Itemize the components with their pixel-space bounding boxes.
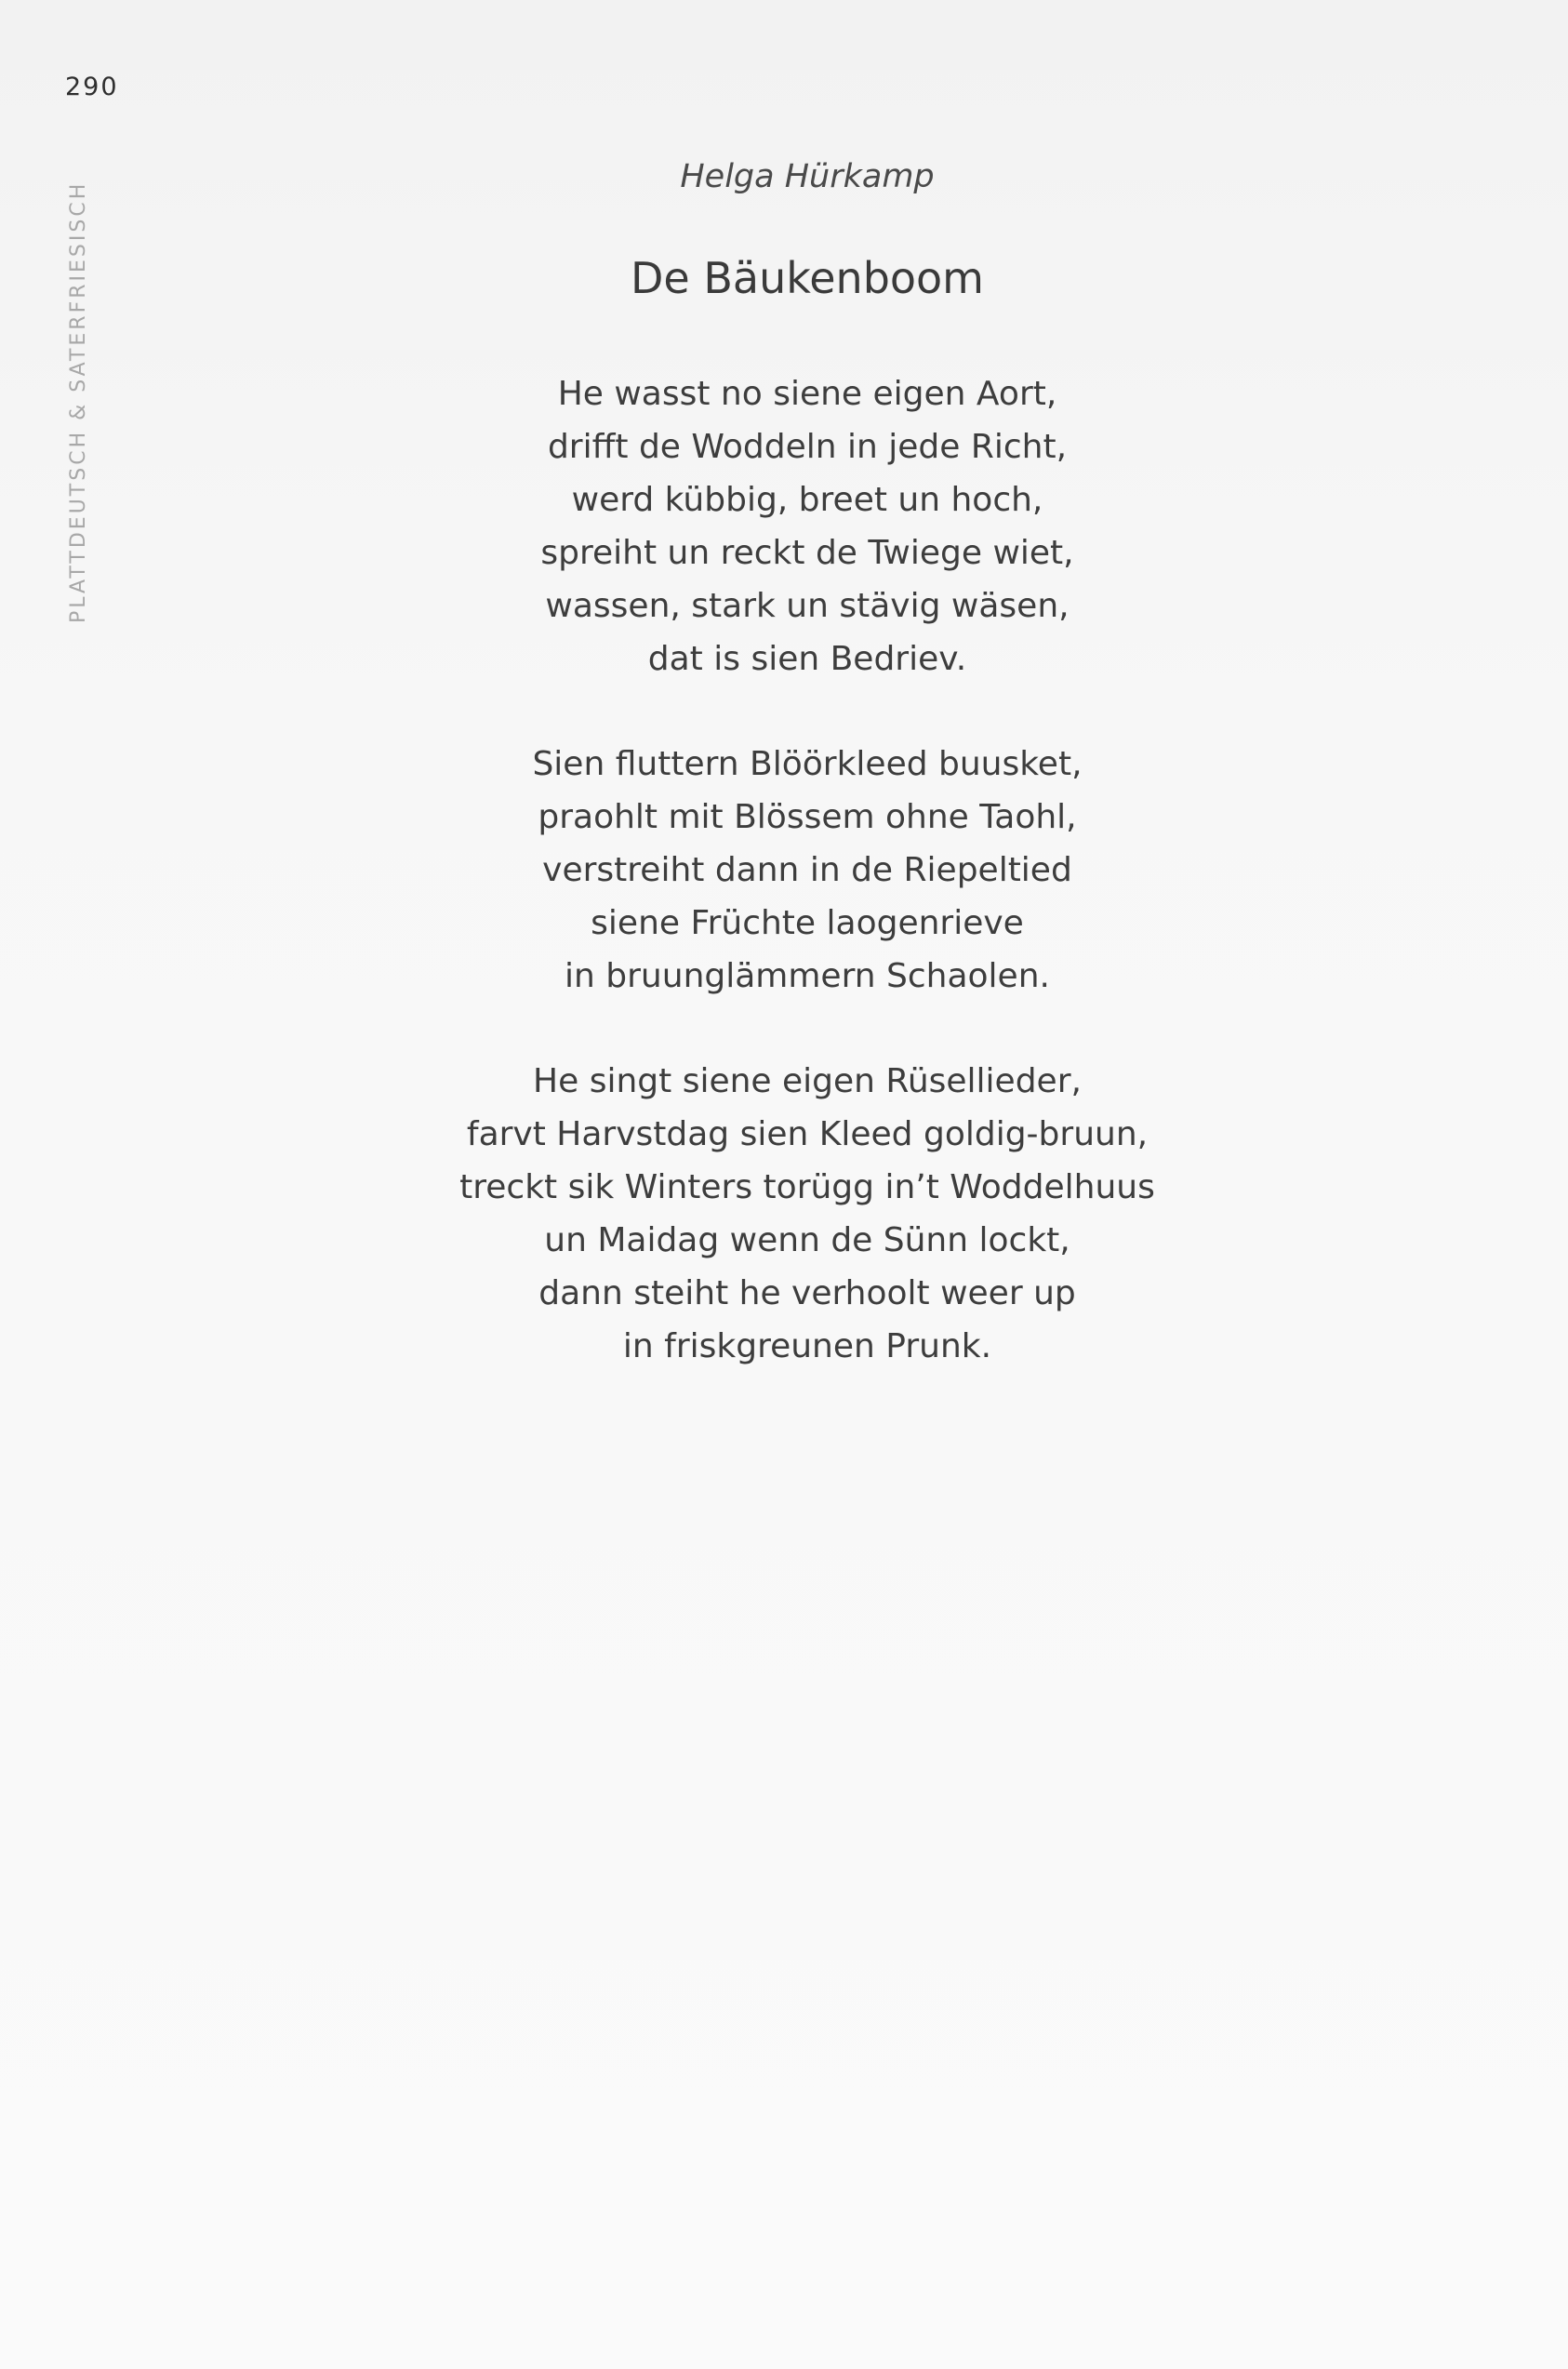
- poem-line: dann steiht he verhoolt weer up: [538, 1274, 1076, 1312]
- poem-line: praohlt mit Blössem ohne Taohl,: [538, 798, 1077, 836]
- poem-line: spreiht un reckt de Twiege wiet,: [540, 534, 1074, 572]
- poem-line: verstreiht dann in de Riepeltied: [542, 851, 1072, 889]
- poem-author: Helga Hürkamp: [680, 158, 935, 195]
- poem-line: He wasst no siene eigen Aort,: [557, 375, 1057, 413]
- poem-line: He singt siene eigen Rüsellieder,: [533, 1062, 1082, 1100]
- poem-line: dat is sien Bedriev.: [647, 640, 967, 678]
- stanza-1: [0, 367, 1568, 685]
- poem-line: farvt Harvstdag sien Kleed goldig-bruun,: [466, 1115, 1149, 1153]
- poem-line: siene Früchte laogenrieve: [591, 904, 1024, 942]
- poem-line: treckt sik Winters torügg in’t Woddelhuus: [459, 1168, 1155, 1206]
- poem-line: wassen, stark un stävig wäsen,: [545, 587, 1070, 625]
- poem-line: werd kübbig, breet un hoch,: [571, 481, 1043, 519]
- poem-body: [0, 367, 1568, 1425]
- poem-line: in bruunglämmern Schaolen.: [565, 957, 1050, 995]
- page-number: 290: [65, 73, 119, 101]
- poem-line: in friskgreunen Prunk.: [622, 1327, 992, 1365]
- stanza-3: [0, 1055, 1568, 1373]
- poem-title: De Bäukenboom: [631, 253, 984, 303]
- poem-line: Sien fluttern Blöörkleed buusket,: [532, 745, 1083, 783]
- stanza-2: [0, 738, 1568, 1003]
- poem-line: un Maidag wenn de Sünn lockt,: [544, 1221, 1070, 1259]
- poem-line: drifft de Woddeln in jede Richt,: [547, 428, 1068, 466]
- section-label: PLATTDEUTSCH & SATERFRIESISCH: [67, 180, 90, 623]
